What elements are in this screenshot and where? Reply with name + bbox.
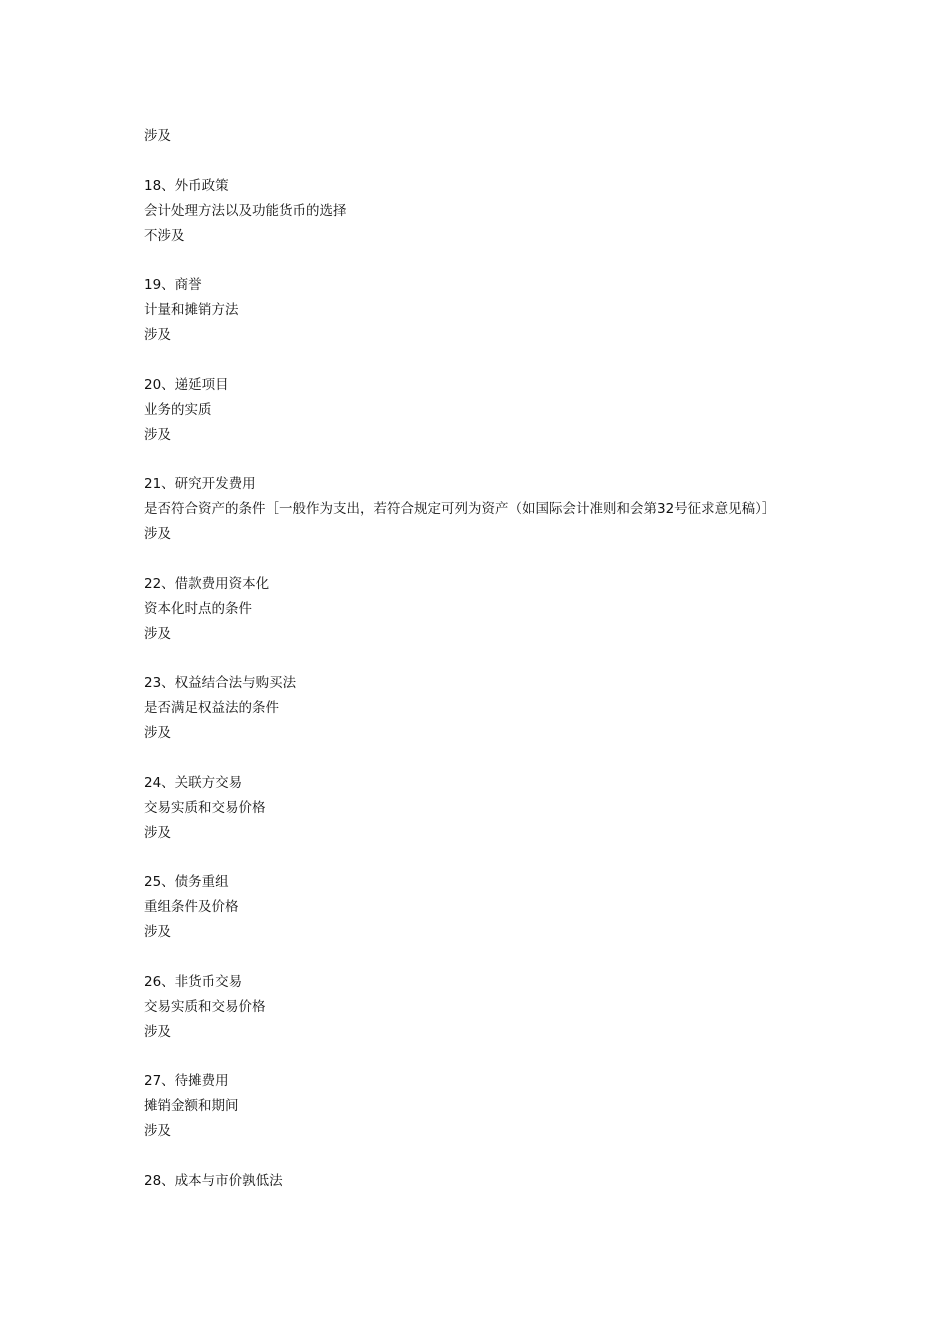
section-heading: 20、递延项目	[144, 376, 229, 393]
section-28	[144, 1169, 824, 1194]
document-body	[144, 124, 824, 1194]
section-heading: 19、商誉	[144, 277, 202, 293]
section-description: 资本化时点的条件	[144, 600, 252, 617]
section-description: 摊销金额和期间	[144, 1098, 239, 1114]
section-description: 重组条件及价格	[144, 899, 239, 915]
section-description: 是否符合资产的条件［一般作为支出，若符合规定可列为资产（如国际会计准则和会第32号征求意见稿）］	[144, 501, 776, 517]
section-heading: 27、待摊费用	[144, 1073, 229, 1089]
section-status: 涉及	[144, 426, 171, 443]
spacer	[144, 448, 824, 473]
section-heading: 26、非货币交易	[144, 973, 243, 990]
section-description: 会计处理方法以及功能货币的选择	[144, 202, 347, 219]
section-status: 涉及	[144, 526, 171, 542]
section-status: 涉及	[144, 327, 171, 343]
section-heading: 21、研究开发费用	[144, 476, 256, 492]
section-description: 交易实质和交易价格	[144, 799, 266, 816]
section-21	[144, 472, 824, 547]
section-heading: 18、外币政策	[144, 177, 229, 194]
spacer	[144, 846, 824, 871]
spacer	[144, 1144, 824, 1169]
section-heading: 22、借款费用资本化	[144, 575, 270, 592]
section-status: 涉及	[144, 924, 171, 940]
section-status: 涉及	[144, 725, 171, 741]
section-description: 是否满足权益法的条件	[144, 700, 279, 716]
section-status: 涉及	[144, 1023, 171, 1040]
spacer	[144, 547, 824, 572]
section-status: 涉及	[144, 625, 171, 642]
section-18	[144, 174, 824, 249]
section-status: 不涉及	[144, 227, 185, 244]
spacer	[144, 149, 824, 174]
section-description: 业务的实质	[144, 401, 212, 418]
section-24	[144, 771, 824, 846]
section-23	[144, 671, 824, 746]
section-22	[144, 572, 824, 647]
section-heading: 25、债务重组	[144, 874, 229, 890]
section-description: 计量和摊销方法	[144, 302, 239, 318]
spacer	[144, 746, 824, 771]
spacer	[144, 945, 824, 970]
section-19	[144, 273, 824, 348]
section-27	[144, 1069, 824, 1144]
section-heading: 28、成本与市价孰低法	[144, 1172, 283, 1189]
section-description: 交易实质和交易价格	[144, 998, 266, 1015]
spacer	[144, 249, 824, 274]
spacer	[144, 348, 824, 373]
section-status: 涉及	[144, 1123, 171, 1139]
section-status: 涉及	[144, 824, 171, 841]
section-heading: 23、权益结合法与购买法	[144, 675, 297, 691]
section-heading: 24、关联方交易	[144, 774, 243, 791]
section-20	[144, 373, 824, 448]
lead-status: 涉及	[144, 128, 171, 144]
spacer	[144, 647, 824, 672]
section-25	[144, 870, 824, 945]
spacer	[144, 1045, 824, 1070]
section-26	[144, 970, 824, 1045]
